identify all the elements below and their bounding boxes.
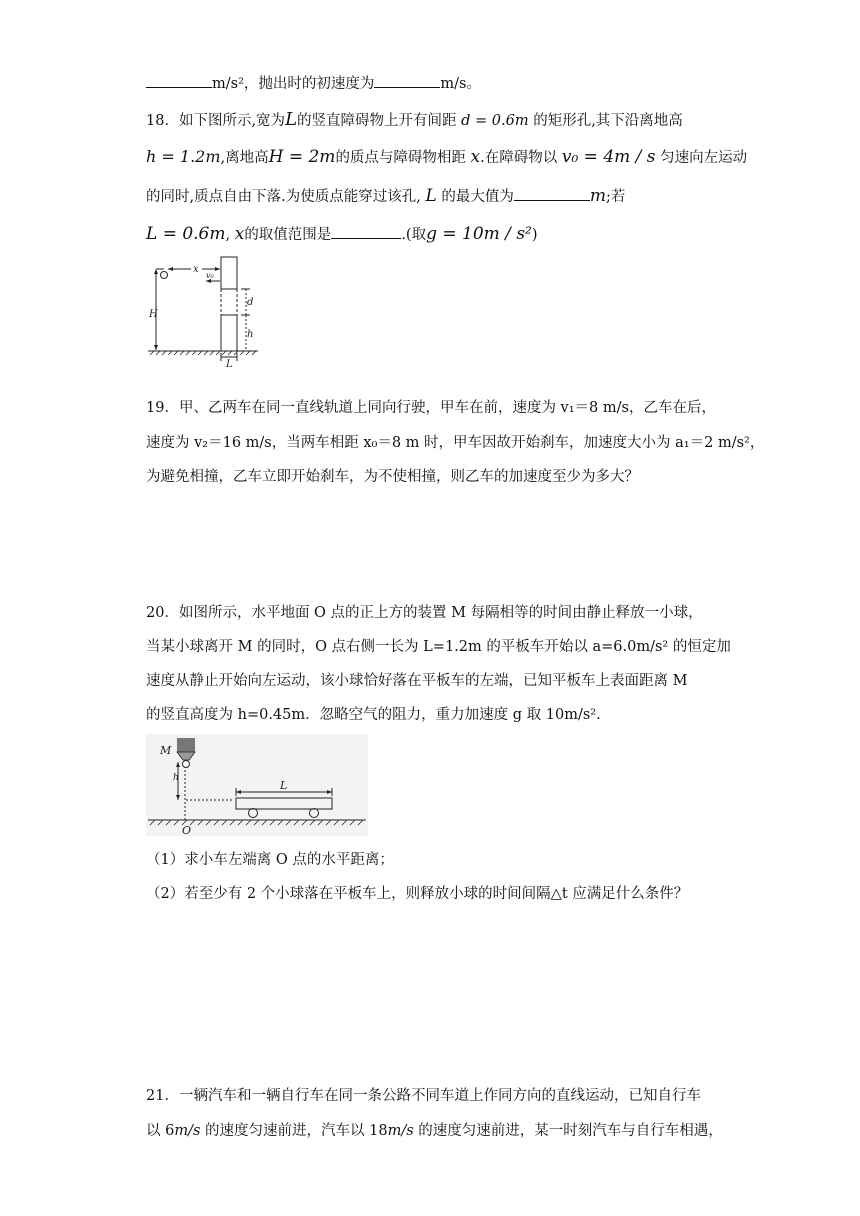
q20-line-3: 速度从静止开始向左运动，该小球恰好落在平板车的左端，已知平板车上表面距离 M	[146, 673, 688, 689]
answer-blank[interactable]	[374, 73, 440, 88]
fig20-label-L: L	[280, 779, 288, 792]
fig20-label-O: O	[182, 824, 192, 836]
fig18-label-x: x	[193, 264, 199, 275]
q20-subquestion-1: （1）求小车左端离 O 点的水平距离；	[146, 852, 394, 868]
q21-line-1: 21．一辆汽车和一辆自行车在同一条公路不同车道上作同方向的直线运动，已知自行车	[146, 1088, 701, 1104]
fig18-label-h: h	[247, 329, 254, 340]
q19-line-3: 为避免相撞，乙车立即开始刹车，为不使相撞，则乙车的加速度至少为多大？	[146, 469, 639, 485]
fig18-label-d: d	[247, 297, 254, 308]
fig20-label-h: h	[173, 773, 179, 783]
fig20-label-M: M	[160, 744, 172, 757]
q19-line-2: 速度为 v₂＝16 m/s，当两车相距 x₀＝8 m 时，甲车因故开始刹车，加速度大小为 a₁＝2 m/s²，	[146, 435, 765, 451]
device-M-icon	[177, 738, 195, 752]
q20-figure	[146, 734, 368, 836]
q17-tail-line: m/s²，抛出时的初速度为 m/s。	[146, 73, 481, 94]
particle-icon	[161, 272, 168, 279]
q20-subquestion-2: （2）若至少有 2 个小球落在平板车上，则释放小球的时间间隔△t 应满足什么条件？	[146, 886, 689, 902]
q18-line-3: 的同时,质点自由下落.为使质点能穿过该孔, L 的最大值为 m;若	[146, 186, 626, 206]
q18-line-1: 18．如下图所示,宽为L的竖直障碍物上开有间距 d = 0.6m 的矩形孔,其下沿离地高	[146, 109, 683, 130]
q19-line-1: 19．甲、乙两车在同一直线轨道上同向行驶，甲车在前，速度为 v₁＝8 m/s，乙车在后，	[146, 400, 716, 416]
q20-line-1: 20．如图所示，水平地面 O 点的正上方的装置 M 每隔相等的时间由静止释放一小球，	[146, 605, 703, 621]
answer-blank[interactable]	[331, 224, 401, 239]
q21-line-2: 以 6m/s 的速度匀速前进，汽车以 18m/s 的速度匀速前进，某一时刻汽车与自行车相遇，	[146, 1123, 723, 1139]
q20-line-2: 当某小球离开 M 的同时，O 点右侧一长为 L=1.2m 的平板车开始以 a=6.0m/s² 的恒定加	[146, 639, 731, 655]
q18-line-4: L = 0.6m, x的取值范围是 .(取g = 10m / s²)	[146, 224, 538, 244]
ball-icon	[183, 761, 190, 768]
fig18-label-L: L	[226, 359, 233, 370]
answer-blank[interactable]	[514, 186, 590, 201]
q18-figure	[146, 255, 276, 370]
fig18-label-H: H	[149, 309, 158, 320]
fig18-label-v0: v₀	[206, 271, 214, 280]
q20-line-4: 的竖直高度为 h=0.45m．忽略空气的阻力，重力加速度 g 取 10m/s².	[146, 707, 601, 723]
answer-blank[interactable]	[146, 73, 212, 88]
q18-line-2: h = 1.2m,离地高H = 2m的质点与障碍物相距 x.在障碍物以 v₀ = 4m / s 匀速向左运动	[146, 147, 748, 167]
